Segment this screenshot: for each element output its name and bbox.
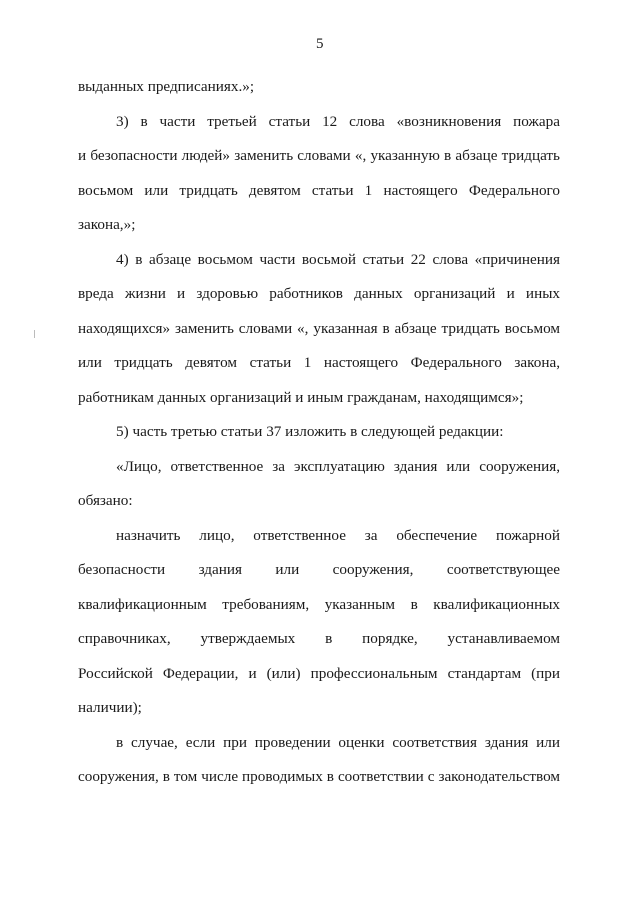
text-line: в случае, если при проведении оценки соответствия здания или	[116, 733, 560, 751]
text-line: закона,»;	[78, 216, 136, 233]
text-line: обязано:	[78, 492, 133, 509]
text-line: безопасности здания или сооружения, соответствующее	[78, 561, 560, 578]
text-line: Российской Федерации, и (или) профессиональным стандартам (при	[78, 664, 560, 682]
text-line: восьмом или тридцать девятом статьи 1 настоящего Федерального	[78, 181, 560, 199]
text-line: и безопасности людей» заменить словами «, указанную в абзаце тридцать	[78, 147, 560, 164]
text-line: квалификационным требованиям, указанным в квалификационных	[78, 595, 560, 613]
text-line: «Лицо, ответственное за эксплуатацию здания или сооружения,	[116, 457, 560, 475]
text-line: или тридцать девятом статьи 1 настоящего Федерального закона,	[78, 354, 560, 371]
text-line: находящихся» заменить словами «, указанная в абзаце тридцать восьмом	[78, 319, 560, 337]
text-line: вреда жизни и здоровью работников данных организаций и иных	[78, 285, 560, 302]
margin-mark	[34, 330, 35, 338]
text-line: назначить лицо, ответственное за обеспечение пожарной	[116, 526, 560, 544]
text-line: 4) в абзаце восьмом части восьмой статьи 22 слова «причинения	[116, 250, 560, 268]
text-line: справочниках, утверждаемых в порядке, устанавливаемом	[78, 630, 560, 647]
text-line: работникам данных организаций и иным гражданам, находящимся»;	[78, 388, 524, 406]
document-body	[78, 70, 560, 795]
text-line: наличии);	[78, 699, 142, 716]
text-line: сооружения, в том числе проводимых в соответствии с законодательством	[78, 768, 560, 785]
page-number: 5	[316, 36, 324, 52]
text-line: 3) в части третьей статьи 12 слова «возникновения пожара	[116, 112, 560, 130]
text-line: выданных предписаниях.»;	[78, 78, 255, 95]
text-line: 5) часть третью статьи 37 изложить в следующей редакции:	[116, 423, 504, 440]
